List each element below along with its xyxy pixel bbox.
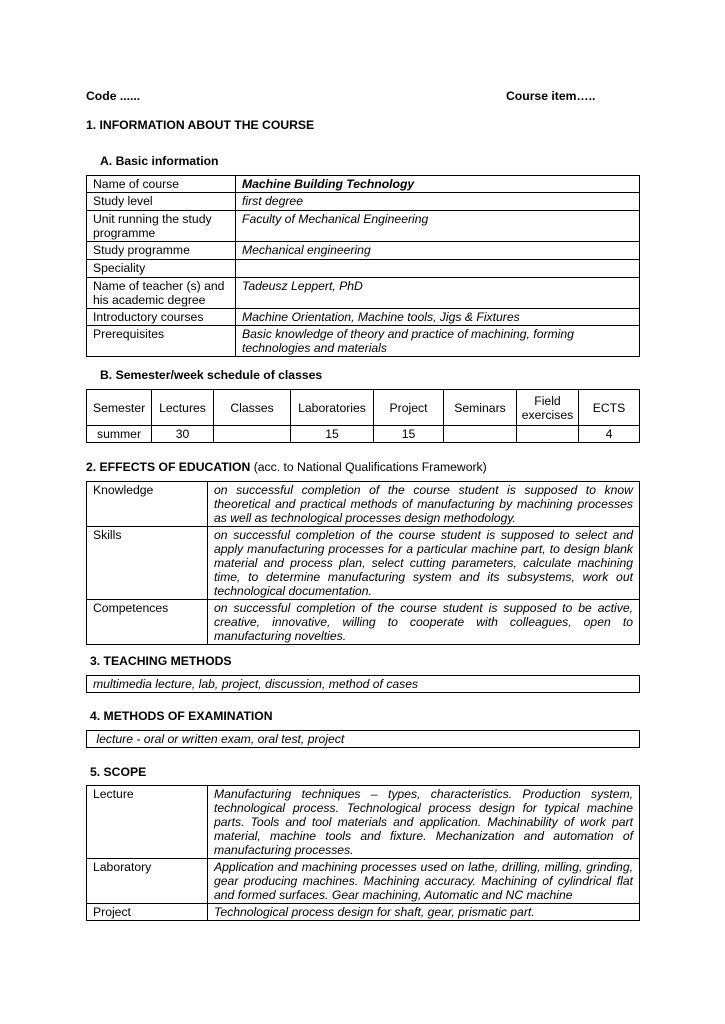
table-row [87,676,640,693]
table-row [87,176,640,193]
table-row [87,786,640,859]
schedule-value [214,426,291,443]
schedule-value: 4 [579,426,640,443]
schedule-header: Field exercises [517,390,579,426]
effects-label: Skills [87,527,208,600]
examination-value: lecture - oral or written exam, oral test, project [87,731,640,748]
basic-info-label: Speciality [87,260,236,278]
section-1b-title: B. Semester/week schedule of classes [100,368,323,382]
scope-label: Lecture [87,786,208,859]
schedule-header: Project [374,390,444,426]
schedule-header: Lectures [152,390,214,426]
scope-value: Technological process design for shaft, gear, prismatic part. [208,904,640,921]
schedule-value: 15 [374,426,444,443]
schedule-header: Classes [214,390,291,426]
table-row [87,859,640,904]
scope-label: Project [87,904,208,921]
schedule-header: Semester [87,390,152,426]
teaching-methods-table [86,675,640,693]
schedule-header-row [87,390,640,426]
schedule-table [86,389,640,443]
basic-info-label: Study programme [87,242,236,260]
basic-info-label: Name of course [87,176,236,193]
examination-table [86,730,640,748]
schedule-value: summer [87,426,152,443]
table-row [87,309,640,326]
scope-value: Manufacturing techniques – types, characteristics. Production system, technological process. Technological process design for typical machine parts. Tools and tool materials and application. Machinability of work part material, machine tools and fixture. Mechanization and automation of manufacturing processes. [208,786,640,859]
basic-info-value: Machine Orientation, Machine tools, Jigs & Fixtures [236,309,640,326]
basic-info-label: Study level [87,193,236,211]
table-row [87,527,640,600]
schedule-header: Seminars [444,390,517,426]
schedule-value [517,426,579,443]
effects-value: on successful completion of the course student is supposed to be active, creative, innovative, willing to cooperate with colleagues, open to manufacturing novelties. [208,600,640,645]
scope-table [86,785,640,921]
basic-info-label: Name of teacher (s) and his academic degree [87,278,236,309]
section-2-title-bold: 2. EFFECTS OF EDUCATION [86,460,251,474]
table-row [87,242,640,260]
table-row [87,326,640,357]
teaching-methods-value: multimedia lecture, lab, project, discussion, method of cases [87,676,640,693]
section-2-title-rest: (acc. to National Qualifications Framework) [250,460,487,474]
basic-info-value [236,260,640,278]
course-item: Course item….. [506,89,596,103]
section-1a-title: A. Basic information [100,154,219,168]
basic-info-label: Prerequisites [87,326,236,357]
scope-value: Application and machining processes used on lathe, drilling, milling, grinding, gear producing machines. Machining accuracy. Machining of cylindrical flat and formed surfaces. Gear machining, Automatic and NC machine [208,859,640,904]
effects-value: on successful completion of the course student is supposed to select and apply manufacturing processes for a particular machine part, to design blank material and process plan, select cutting parameters, calculate machining time, to determine manufacturing system and its subsystems, work out technological documentation. [208,527,640,600]
course-name-value: Machine Building Technology [236,176,640,193]
basic-info-label: Unit running the study programme [87,211,236,242]
section-1-title: 1. INFORMATION ABOUT THE COURSE [86,118,315,132]
section-2-title [86,460,487,474]
schedule-value: 30 [152,426,214,443]
effects-value: on successful completion of the course student is supposed to know theoretical and practical methods of manufacturing by machining processes as well as technological processes design methodology. [208,482,640,527]
table-row [87,278,640,309]
table-row [87,482,640,527]
schedule-header: ECTS [579,390,640,426]
schedule-header: Laboratories [291,390,374,426]
table-row [87,260,640,278]
course-code: Code ...... [86,89,141,103]
table-row [87,904,640,921]
schedule-values-row [87,426,640,443]
basic-info-value: Basic knowledge of theory and practice of machining, forming technologies and materials [236,326,640,357]
table-row [87,211,640,242]
effects-label: Competences [87,600,208,645]
section-5-title: 5. SCOPE [90,765,147,779]
section-3-title: 3. TEACHING METHODS [90,654,232,668]
basic-info-table [86,175,640,357]
basic-info-value: Faculty of Mechanical Engineering [236,211,640,242]
scope-label: Laboratory [87,859,208,904]
basic-info-value: first degree [236,193,640,211]
schedule-value: 15 [291,426,374,443]
basic-info-label: Introductory courses [87,309,236,326]
table-row [87,731,640,748]
effects-label: Knowledge [87,482,208,527]
basic-info-value: Tadeusz Leppert, PhD [236,278,640,309]
table-row [87,600,640,645]
schedule-value [444,426,517,443]
basic-info-value: Mechanical engineering [236,242,640,260]
section-4-title: 4. METHODS OF EXAMINATION [90,709,273,723]
table-row [87,193,640,211]
effects-table [86,481,640,645]
